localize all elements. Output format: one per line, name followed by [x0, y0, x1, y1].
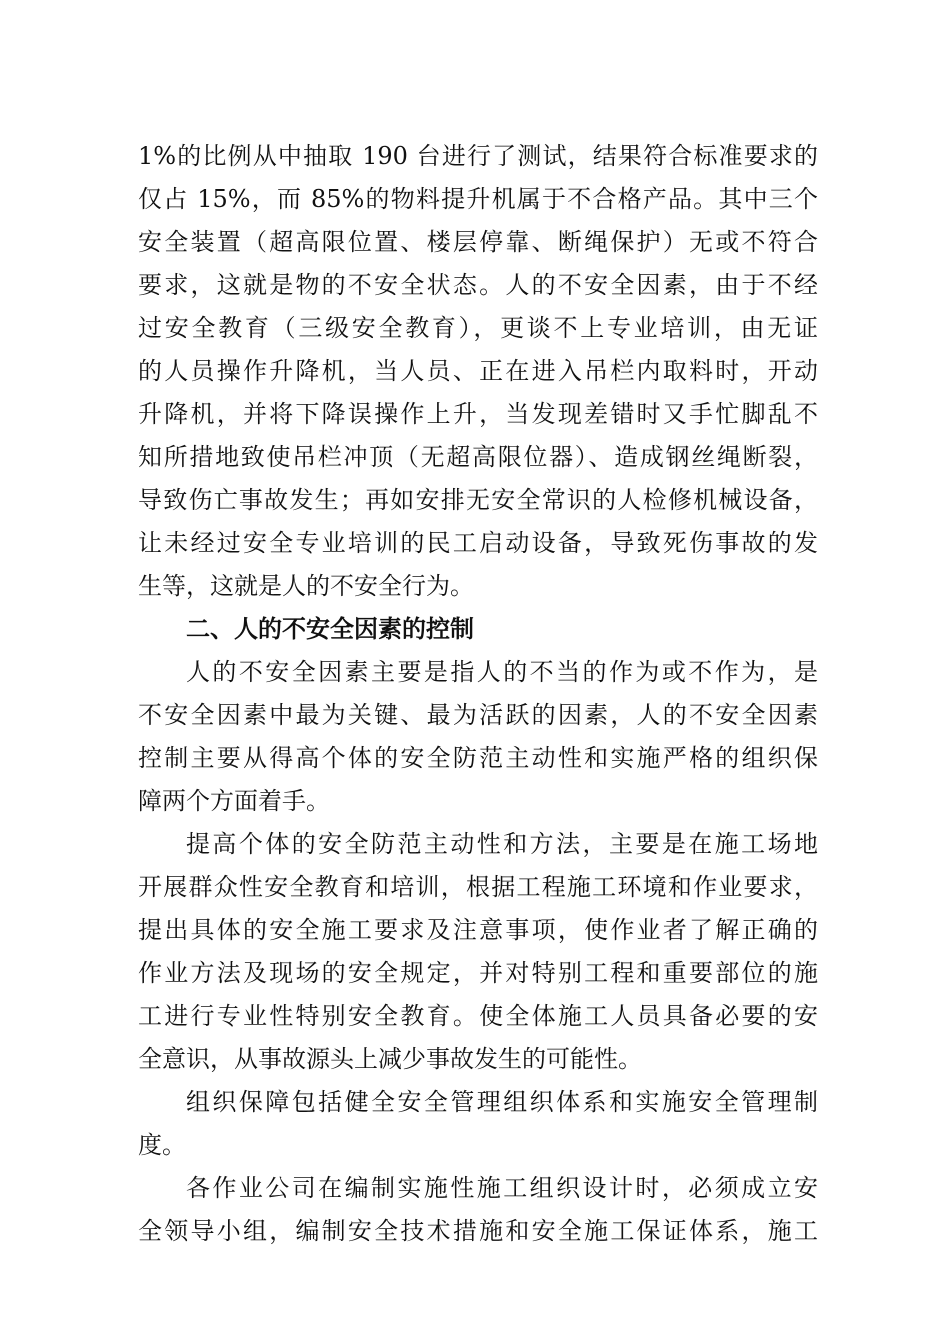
text-line: 知所措地致使吊栏冲顶（无超高限位器）、造成钢丝绳断裂，: [138, 443, 818, 471]
text-line: 全意识，从事故源头上减少事故发生的可能性。: [138, 1045, 642, 1073]
paragraph-first-line: 组织保障包括健全安全管理组织体系和实施安全管理制: [186, 1088, 818, 1116]
text-line: 仅占 15%，而 85%的物料提升机属于不合格产品。其中三个: [138, 185, 818, 213]
text-line: 控制主要从得高个体的安全防范主动性和实施严格的组织保: [138, 744, 818, 772]
text-line: 度。: [138, 1131, 186, 1159]
section-heading: 二、人的不安全因素的控制: [186, 615, 474, 643]
text-line: 升降机，并将下降误操作上升，当发现差错时又手忙脚乱不: [138, 400, 818, 428]
text-line: 工进行专业性特别安全教育。使全体施工人员具备必要的安: [138, 1002, 818, 1030]
text-line: 作业方法及现场的安全规定，并对特别工程和重要部位的施: [138, 959, 818, 987]
text-line: 的人员操作升降机，当人员、正在进入吊栏内取料时，开动: [138, 357, 818, 385]
text-line: 生等，这就是人的不安全行为。: [138, 572, 474, 600]
text-line: 安全装置（超高限位置、楼层停靠、断绳保护）无或不符合: [138, 228, 818, 256]
text-line: 不安全因素中最为关键、最为活跃的因素，人的不安全因素: [138, 701, 818, 729]
text-line: 开展群众性安全教育和培训，根据工程施工环境和作业要求，: [138, 873, 818, 901]
paragraph-first-line: 人的不安全因素主要是指人的不当的作为或不作为，是: [186, 658, 818, 686]
text-line: 让未经过安全专业培训的民工启动设备，导致死伤事故的发: [138, 529, 818, 557]
text-line: 障两个方面着手。: [138, 787, 330, 815]
text-line: 要求，这就是物的不安全状态。人的不安全因素，由于不经: [138, 271, 818, 299]
paragraph-first-line: 提高个体的安全防范主动性和方法，主要是在施工场地: [186, 830, 818, 858]
text-line: 过安全教育（三级安全教育），更谈不上专业培训，由无证: [138, 314, 818, 342]
text-line: 提出具体的安全施工要求及注意事项，使作业者了解正确的: [138, 916, 818, 944]
text-line: 全领导小组，编制安全技术措施和安全施工保证体系，施工: [138, 1217, 818, 1245]
text-line: 1%的比例从中抽取 190 台进行了测试，结果符合标准要求的: [138, 142, 818, 170]
paragraph-first-line: 各作业公司在编制实施性施工组织设计时，必须成立安: [186, 1174, 818, 1202]
text-line: 导致伤亡事故发生；再如安排无安全常识的人检修机械设备，: [138, 486, 818, 514]
